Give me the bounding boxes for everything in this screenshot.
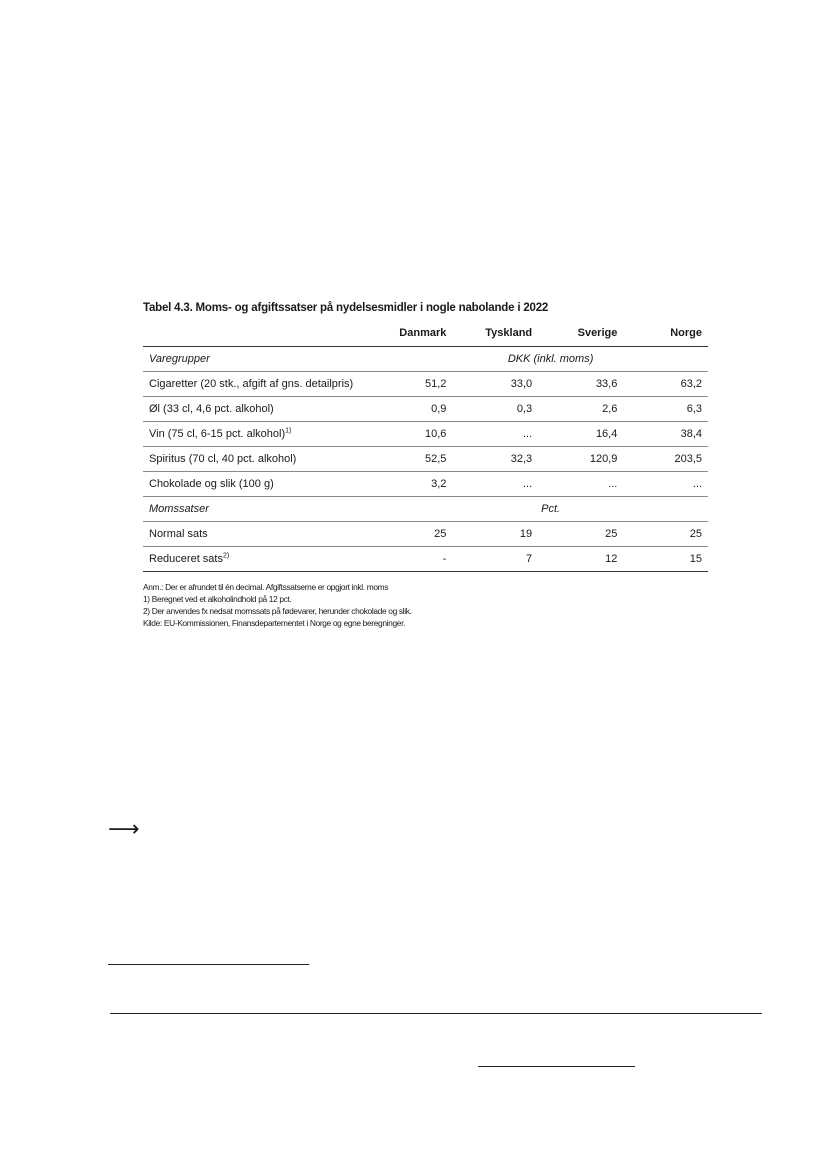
table-header-row [143, 320, 708, 347]
note-source: Kilde: EU-Kommissionen, Finansdepartementet i Norge og egne beregninger. [143, 618, 406, 628]
section-unit: DKK (inkl. moms) [359, 347, 708, 372]
row-label: Cigaretter (20 stk., afgift af gns. detailpris) [143, 372, 359, 397]
section-label: Varegrupper [143, 347, 359, 372]
table-title: Tabel 4.3. Moms- og afgiftssatser på nydelsesmidler i nogle nabolande i 2022 [143, 302, 549, 314]
horizontal-divider-line [110, 1013, 762, 1014]
cell-denmark: 52,5 [359, 447, 452, 472]
cell-norway: 38,4 [623, 422, 708, 447]
row-label: Chokolade og slik (100 g) [143, 472, 359, 497]
cell-sweden: 33,6 [538, 372, 623, 397]
table-block [143, 302, 708, 629]
table-row [143, 422, 708, 447]
cell-sweden: 25 [538, 522, 623, 547]
cell-denmark: 25 [359, 522, 452, 547]
section-row-varegrupper [143, 347, 708, 372]
row-label: Spiritus (70 cl, 40 pct. alkohol) [143, 447, 359, 472]
row-label: Øl (33 cl, 4,6 pct. alkohol) [143, 397, 359, 422]
footnote-separator-line [108, 964, 309, 965]
footnote-marker: 2) [222, 552, 230, 560]
header-sweden: Sverige [538, 320, 623, 347]
arrow-icon: ⟶ [108, 816, 140, 841]
cell-germany: 33,0 [452, 372, 538, 397]
note-1: 1) Beregnet ved et alkoholindhold på 12 pct. [143, 594, 292, 604]
cell-sweden: ... [538, 472, 623, 497]
header-denmark: Danmark [359, 320, 452, 347]
note-2: 2) Der anvendes fx nedsat momssats på fødevarer, herunder chokolade og slik. [143, 606, 412, 616]
cell-germany: 32,3 [452, 447, 538, 472]
table-row [143, 472, 708, 497]
cell-sweden: 2,6 [538, 397, 623, 422]
table-row [143, 397, 708, 422]
header-germany: Tyskland [452, 320, 538, 347]
cell-sweden: 16,4 [538, 422, 623, 447]
cell-germany: 19 [452, 522, 538, 547]
row-label: Normal sats [143, 522, 359, 547]
cell-norway: 15 [623, 547, 708, 572]
cell-denmark: 3,2 [359, 472, 452, 497]
row-label: Reduceret sats$^{2)}$ [143, 547, 359, 572]
cell-norway: ... [623, 472, 708, 497]
section-row-momssatser [143, 497, 708, 522]
cell-denmark: 51,2 [359, 372, 452, 397]
cell-sweden: 12 [538, 547, 623, 572]
table-row [143, 547, 708, 572]
footnote-marker: 1) [285, 427, 292, 435]
table-row [143, 372, 708, 397]
cell-norway: 203,5 [623, 447, 708, 472]
section-label: Momssatser [143, 497, 359, 522]
cell-germany: ... [452, 472, 538, 497]
cell-germany: ... [452, 422, 538, 447]
cell-norway: 25 [623, 522, 708, 547]
rates-table [143, 320, 708, 572]
cell-denmark: 10,6 [359, 422, 452, 447]
table-notes [143, 581, 708, 629]
cell-germany: 7 [452, 547, 538, 572]
header-empty [143, 320, 359, 347]
cell-sweden: 120,9 [538, 447, 623, 472]
table-row [143, 522, 708, 547]
section-unit: Pct. [359, 497, 708, 522]
signature-line [478, 1066, 635, 1067]
cell-norway: 63,2 [623, 372, 708, 397]
cell-denmark: 0,9 [359, 397, 452, 422]
header-norway: Norge [623, 320, 708, 347]
note-remark: Anm.: Der er afrundet til én decimal. Afgiftssatserne er opgjort inkl. moms [143, 582, 389, 592]
row-label: Vin (75 cl, 6-15 pct. alkohol)$^{1)}$ [143, 422, 359, 447]
cell-norway: 6,3 [623, 397, 708, 422]
cell-denmark: - [359, 547, 452, 572]
cell-germany: 0,3 [452, 397, 538, 422]
table-row [143, 447, 708, 472]
